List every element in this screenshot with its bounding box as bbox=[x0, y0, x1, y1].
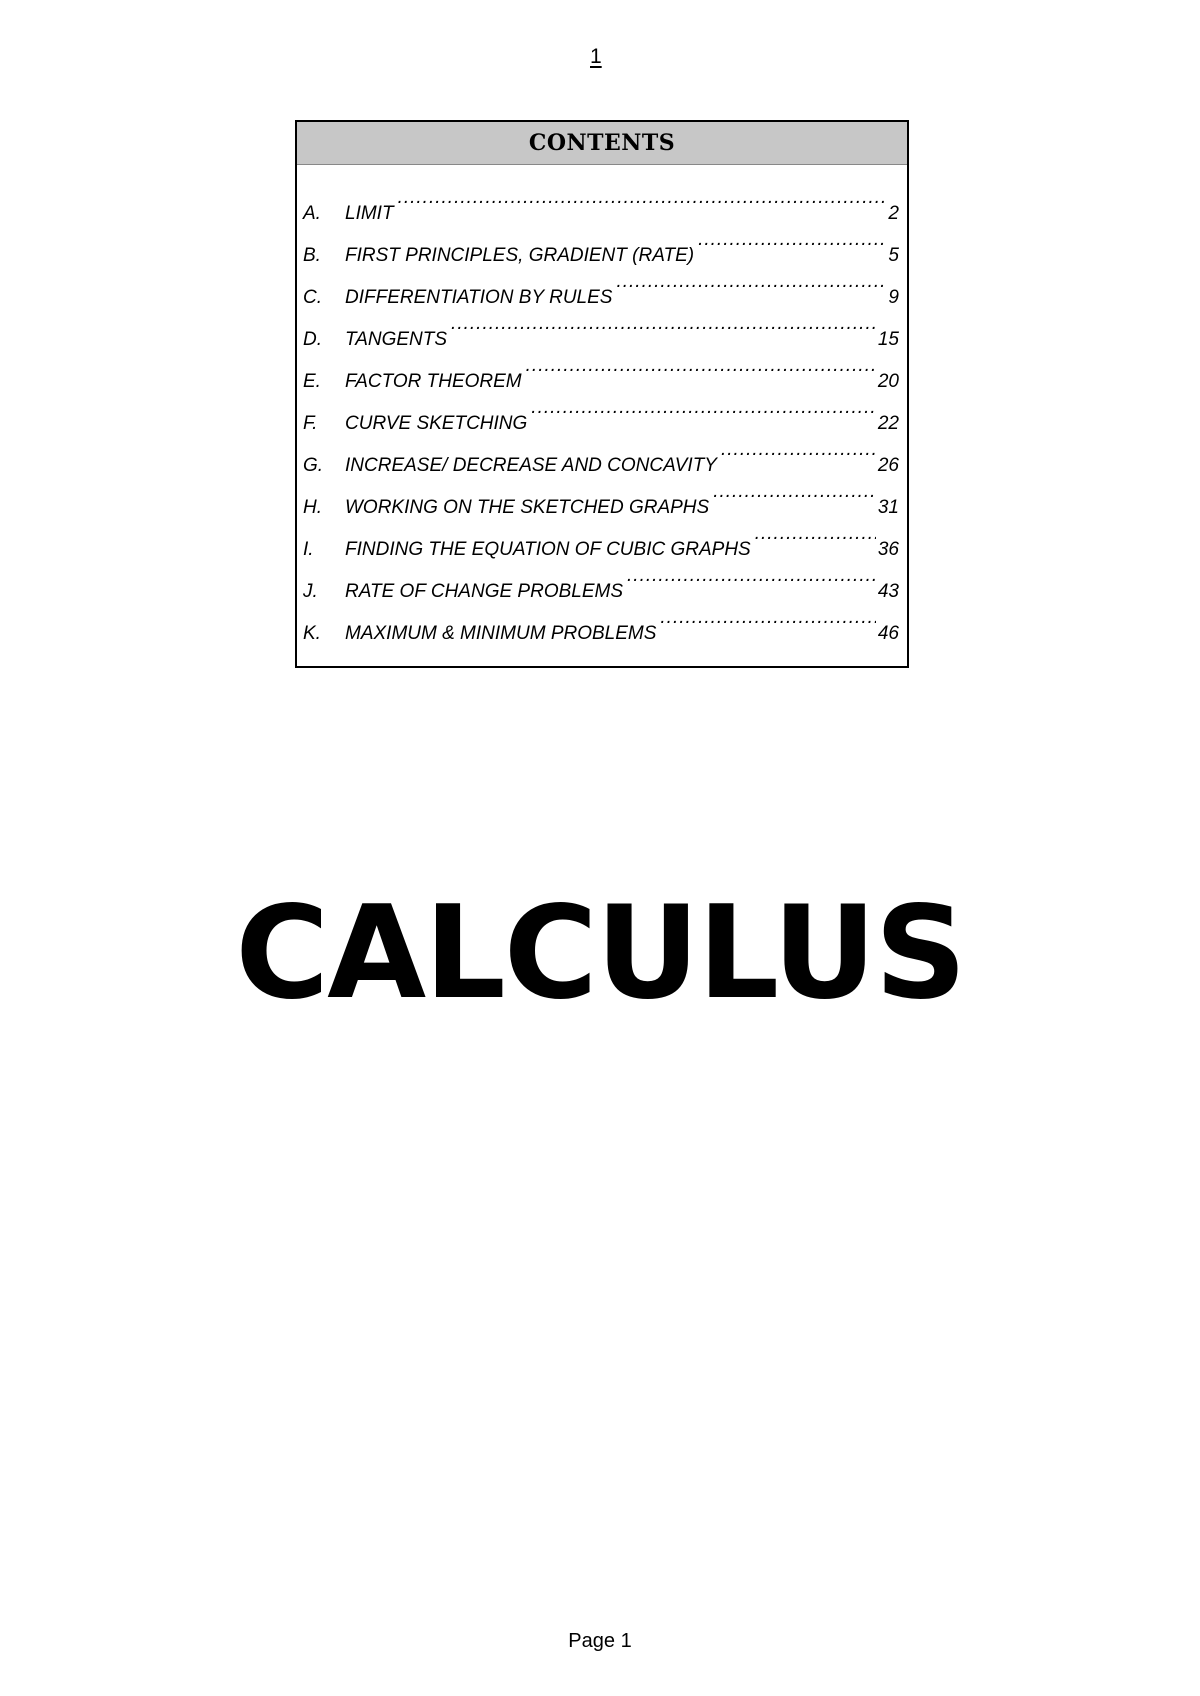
toc-entry-letter: I. bbox=[303, 539, 314, 560]
toc-dot-leader bbox=[616, 261, 886, 303]
toc-entry-title: FIRST PRINCIPLES, GRADIENT (RATE) bbox=[345, 245, 695, 266]
toc-entry-page: 2 bbox=[888, 203, 899, 224]
toc-entry-title: CURVE SKETCHING bbox=[345, 413, 528, 434]
toc-entry-letter: E. bbox=[303, 371, 321, 392]
toc-dot-leader bbox=[451, 303, 876, 345]
toc-entry[interactable] bbox=[303, 177, 899, 224]
toc-entry-letter: F. bbox=[303, 413, 318, 434]
toc-dot-leader bbox=[531, 387, 876, 429]
toc-entry-letter: G. bbox=[303, 455, 324, 476]
toc-entry-title: FACTOR THEOREM bbox=[345, 371, 522, 392]
toc-entry-letter: J. bbox=[303, 581, 318, 602]
toc-entry-title: DIFFERENTIATION BY RULES bbox=[345, 287, 613, 308]
toc-entry-letter: C. bbox=[303, 287, 322, 308]
toc-entry-title: MAXIMUM & MINIMUM PROBLEMS bbox=[345, 623, 657, 644]
toc-entry-letter: A. bbox=[303, 203, 321, 224]
footer-page-label: Page 1 bbox=[568, 1630, 632, 1652]
toc-entry-page: 9 bbox=[888, 287, 899, 308]
toc-dot-leader bbox=[755, 513, 876, 555]
table-of-contents bbox=[295, 120, 909, 668]
toc-dot-leader bbox=[721, 429, 876, 471]
toc-entry-page: 22 bbox=[877, 413, 899, 434]
toc-entry-title: TANGENTS bbox=[345, 329, 448, 350]
toc-entry-page: 36 bbox=[877, 539, 899, 560]
document-title: CALCULUS bbox=[235, 879, 965, 1028]
toc-entry-title: WORKING ON THE SKETCHED GRAPHS bbox=[345, 497, 710, 518]
toc-entry-title: RATE OF CHANGE PROBLEMS bbox=[345, 581, 624, 602]
toc-entry-page: 46 bbox=[877, 623, 899, 644]
toc-entry-page: 26 bbox=[877, 455, 899, 476]
toc-entry-letter: K. bbox=[303, 623, 321, 644]
toc-entry-title: INCREASE/ DECREASE AND CONCAVITY bbox=[345, 455, 717, 476]
toc-entry-title: LIMIT bbox=[345, 203, 394, 224]
toc-dot-leader bbox=[526, 345, 876, 387]
toc-dot-leader bbox=[660, 597, 875, 639]
toc-entry-page: 20 bbox=[877, 371, 899, 392]
toc-entry-page: 43 bbox=[877, 581, 899, 602]
toc-entry-page: 5 bbox=[888, 245, 899, 266]
toc-entry-title: FINDING THE EQUATION OF CUBIC GRAPHS bbox=[345, 539, 751, 560]
toc-dot-leader bbox=[713, 471, 876, 513]
toc-dot-leader bbox=[698, 219, 886, 261]
toc-heading: CONTENTS bbox=[297, 122, 907, 165]
toc-entry-page: 15 bbox=[877, 329, 899, 350]
toc-entry-letter: B. bbox=[303, 245, 321, 266]
toc-list bbox=[297, 165, 907, 644]
toc-entry-page: 31 bbox=[877, 497, 899, 518]
toc-entry-letter: D. bbox=[303, 329, 322, 350]
toc-dot-leader bbox=[398, 177, 887, 219]
toc-dot-leader bbox=[627, 555, 876, 597]
toc-entry-letter: H. bbox=[303, 497, 322, 518]
top-page-number: 1 bbox=[590, 45, 602, 68]
